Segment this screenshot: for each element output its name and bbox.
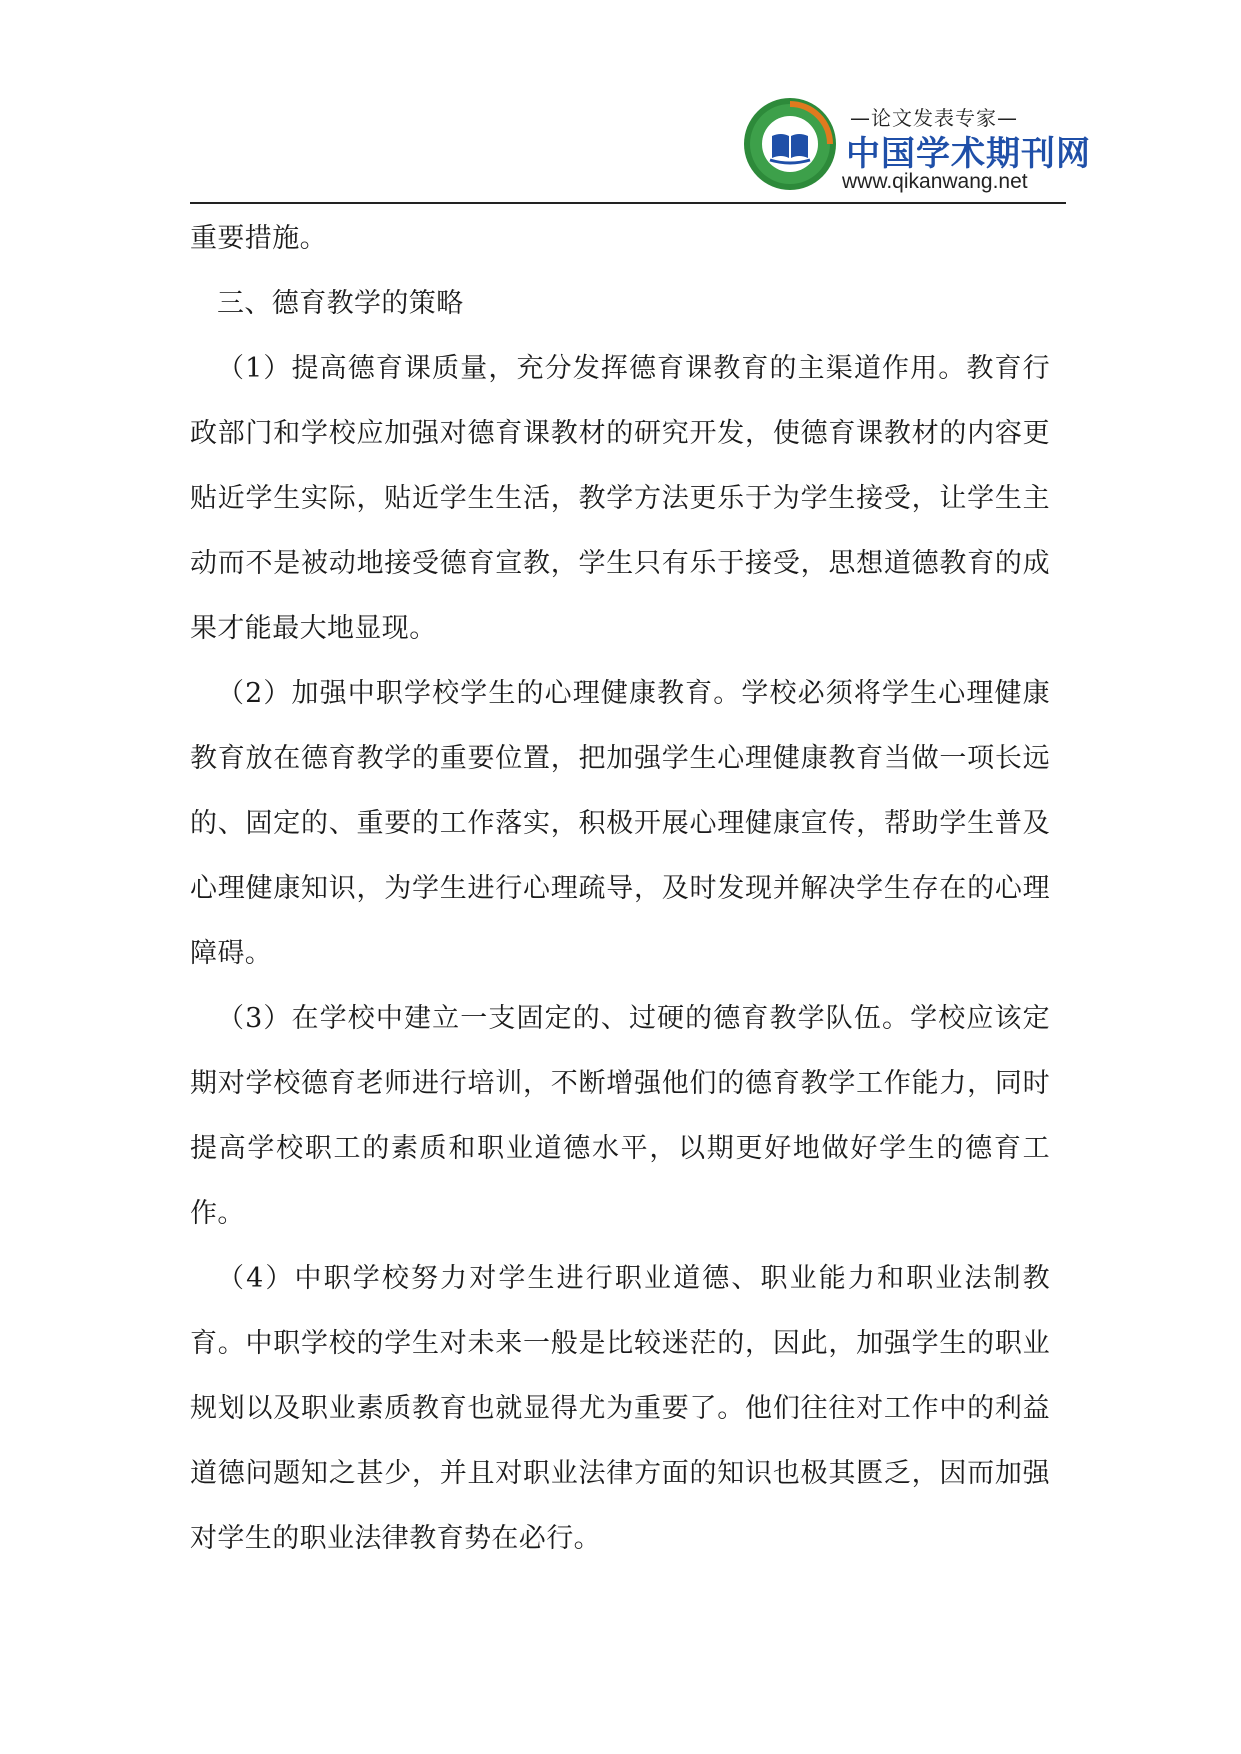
section-heading: 三、德育教学的策略: [217, 288, 464, 319]
continuation-text: 重要措施。: [190, 223, 327, 254]
logo-slogan: —论文发表专家—: [850, 106, 1018, 130]
logo-url: www.qikanwang.net: [842, 170, 1028, 193]
paragraph-4: （4）中职学校努力对学生进行职业道德、职业能力和职业法制教育。中职学校的学生对未来一般是比较迷茫的，因此，加强学生的职业规划以及职业素质教育也就显得尤为重要了。他们往往对工作中的利益道德问题知之甚少，并且对职业法律方面的知识也极其匮乏，因而加强对学生的职业法律教育势在必行。: [190, 1263, 1050, 1554]
header-divider: [190, 202, 1066, 204]
paragraph-1: （1）提高德育课质量，充分发挥德育课教育的主渠道作用。教育行政部门和学校应加强对德育课教材的研究开发，使德育课教材的内容更贴近学生实际，贴近学生生活，教学方法更乐于为学生接受，让学生主动而不是被动地接受德育宣教，学生只有乐于接受，思想道德教育的成果才能最大地显现。: [190, 353, 1050, 644]
paragraph-2: （2）加强中职学校学生的心理健康教育。学校必须将学生心理健康教育放在德育教学的重要位置，把加强学生心理健康教育当做一项长远的、固定的、重要的工作落实，积极开展心理健康宣传，帮助学生普及心理健康知识，为学生进行心理疏导，及时发现并解决学生存在的心理障碍。: [190, 678, 1050, 969]
paragraph-3: （3）在学校中建立一支固定的、过硬的德育教学队伍。学校应该定期对学校德育老师进行培训，不断增强他们的德育教学工作能力，同时提高学校职工的素质和职业道德水平，以期更好地做好学生的德育工作。: [190, 1003, 1050, 1229]
book-seal-icon: [742, 96, 838, 192]
logo-brand-name: 中国学术期刊网: [846, 134, 1091, 174]
document-body: [190, 206, 1050, 1571]
journal-logo: [742, 88, 1091, 200]
